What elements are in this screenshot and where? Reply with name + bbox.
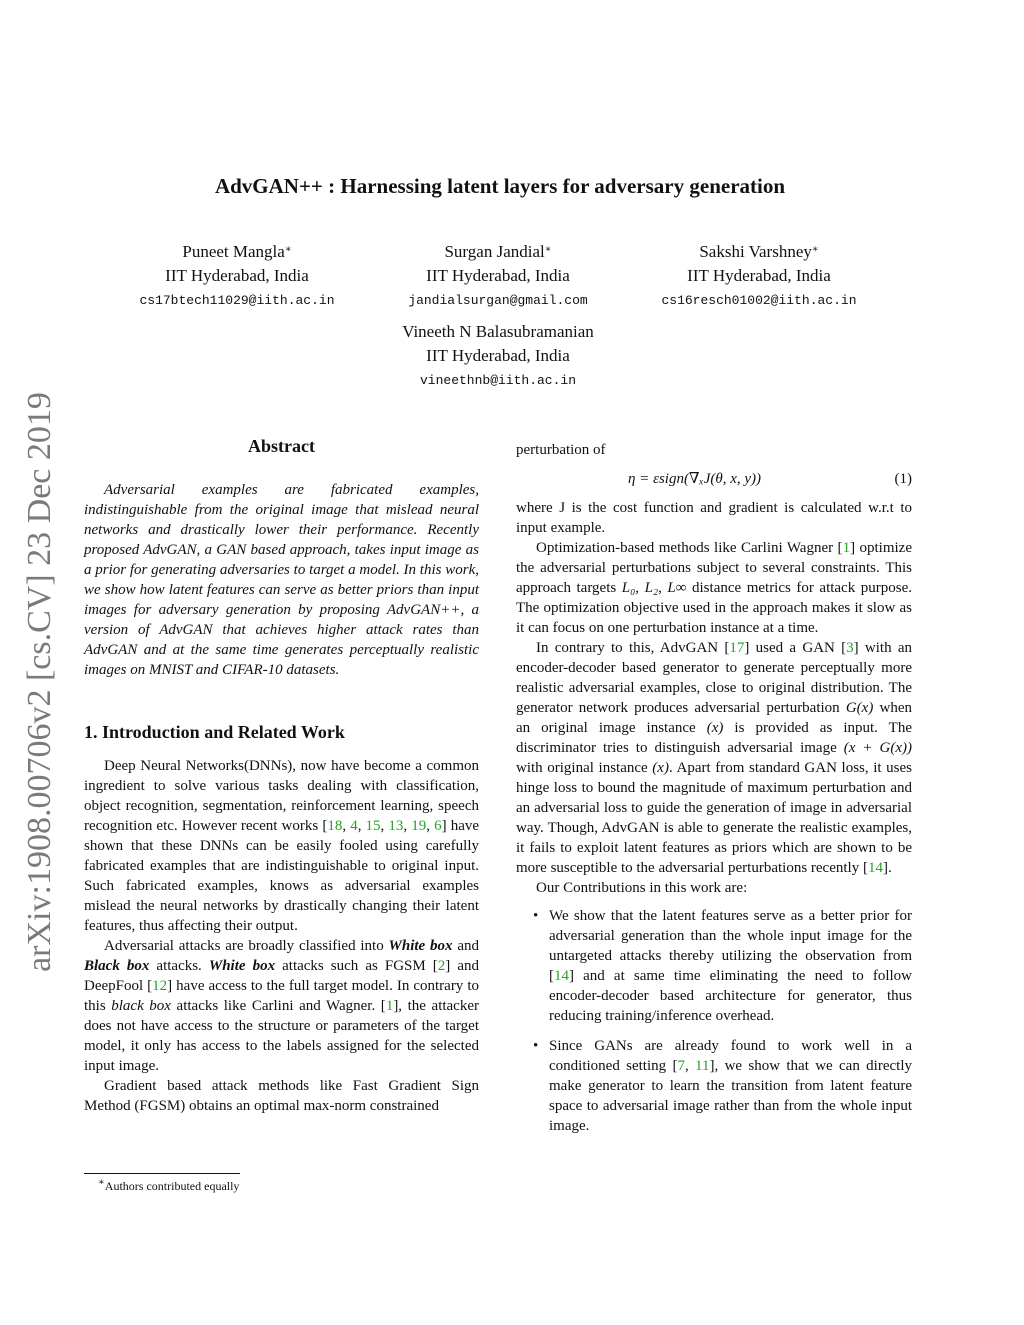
footnote [98,1179,239,1194]
citation-link[interactable]: 2 [437,958,446,974]
paragraph: Adversarial attacks are broadly classified into White box and Black box attacks. White box attacks such as FGSM [2] and DeepFool [12] have access to the full target model. In contrary to this black box attacks like Carlini and Wagner. [1], the attacker does not have access to the structure or parameters of the target model, it only has access to the labels assigned for the selected input image. [84,938,479,1074]
citation-link[interactable]: 13 [388,818,404,834]
citation-link[interactable]: 4 [350,818,358,834]
author-mark: ∗ [811,244,819,255]
list-item: • Since GANs are already found to work well in a conditioned setting [7, 11], we show that we can directly make generator to learn the transition from latent feature space to adversarial image rather than from the whole input image. [533,1038,912,1134]
citation-link[interactable]: 3 [846,640,854,656]
paragraph: where J is the cost function and gradient is calculated w.r.t to input example. [516,500,912,536]
bullet-icon: • [533,908,539,924]
equation-number: (1) [894,471,912,487]
abstract-text: Adversarial examples are fabricated examples, indistinguishable from the original image that mislead neural networks and drastically lower their performance. Recently proposed AdvGAN, a GAN based approach, takes input image as a prior for generating adversaries to target a model. In this work, we show how latent features can serve as better priors than input images for adversary generation by proposing AdvGAN++, a version of AdvGAN that achieves higher attack rates than AdvGAN and at the same time generates perceptually realistic images on MNIST and CIFAR-10 datasets. [84,482,479,678]
citation-link[interactable]: 12 [152,978,168,994]
author-email[interactable]: vineethnb@iith.ac.in [419,373,577,388]
author-email[interactable]: cs17btech11029@iith.ac.in [139,293,335,308]
equation: η = εsign(∇ₓJ(θ, x, y)) [628,471,762,487]
contribution-list [516,906,912,1136]
citation-link[interactable]: 1 [842,540,851,556]
paragraph: perturbation of [516,442,606,458]
author-name: Sakshi Varshney [699,242,812,261]
author-affiliation: IIT Hyderabad, India [426,266,570,285]
author-name: Puneet Mangla [182,242,285,261]
citation-link[interactable]: 17 [729,640,745,656]
section-heading: 1. Introduction and Related Work [84,722,345,742]
author-mark: ∗ [284,244,292,255]
citation-link[interactable]: 7 [677,1058,685,1074]
arxiv-identifier: arXiv:1908.00706v2 [cs.CV] 23 Dec 2019 [21,392,58,972]
citation-link[interactable]: 15 [365,818,381,834]
author-block [634,240,884,314]
citation-link[interactable]: 14 [867,860,883,876]
abstract-heading: Abstract [248,436,315,456]
paragraph: Gradient based attack methods like Fast Gradient Sign Method (FGSM) obtains an optimal max-norm constrained [84,1078,479,1114]
author-block [112,240,362,314]
list-item: • We show that the latent features serve as a better prior for adversarial generation than the whole input image for the untargeted attacks thereby utilizing the observation from [14] and at same time eliminating the need to follow encoder-decoder based architecture for generator, thus reducing training/inference overhead. [533,908,912,1024]
author-email[interactable]: cs16resch01002@iith.ac.in [661,293,857,308]
citation-link[interactable]: 11 [695,1058,710,1074]
paper-title: AdvGAN++ : Harnessing latent layers for adversary generation [214,174,786,198]
author-affiliation: IIT Hyderabad, India [687,266,831,285]
citation-link[interactable]: 1 [385,998,394,1014]
citation-link[interactable]: 18 [327,818,343,834]
equation-row [516,468,912,494]
citation-link[interactable]: 19 [411,818,427,834]
paragraph: Deep Neural Networks(DNNs), now have become a common ingredient to solve various tasks dealing with classification, object recognition, segmentation, reinforcement learning, speech recognition etc. However recent works [18, 4, 15, 13, 19, 6] have shown that these DNNs can be easily fooled using carefully fabricated examples that are indistinguishable to original input. Such fabricated examples, knows as adversarial examples mislead the neural networks by drastically changing their latent features, thus affecting their output. [84,758,480,934]
author-block [373,240,623,314]
footnote-rule [84,1173,240,1174]
author-email[interactable]: jandialsurgan@gmail.com [408,293,588,308]
paragraph: Optimization-based methods like Carlini Wagner [1] optimize the adversarial perturbations subject to several constraints. This approach targets L₀, L₂, L∞ distance metrics for attack purpose. The optimization objective used in the approach makes it slow as it can focus on one perturbation instance at a time. [516,540,912,636]
footnote-mark: ∗ [98,1177,105,1188]
author-mark: ∗ [544,244,552,255]
author-block [348,320,648,394]
footnote-text: Authors contributed equally [104,1179,240,1193]
right-column [516,440,912,1136]
author-name: Vineeth N Balasubramanian [402,322,594,341]
author-affiliation: IIT Hyderabad, India [165,266,309,285]
author-name: Surgan Jandial [444,242,545,261]
citation-link[interactable]: 6 [434,818,442,834]
bullet-icon: • [533,1038,539,1054]
paragraph: In contrary to this, AdvGAN [17] used a GAN [3] with an encoder-decoder based generator to generate perceptually more realistic adversarial examples, close to original distribution. The generator network produces adversarial perturbation G(x) when an original image instance (x) is provided as input. The discriminator tries to distinguish adversarial image (x + G(x)) with original instance (x). Apart from standard GAN loss, it uses hinge loss to bound the magnitude of maximum perturbation and an adversarial loss to guide the generation of image in adversarial way. Though, AdvGAN is able to generate the realistic examples, it fails to exploit latent features as priors which are shown to be more susceptible to the adversarial perturbations recently [14]. [516,640,913,876]
left-column [84,436,479,1116]
paragraph: Our Contributions in this work are: [536,880,748,896]
author-affiliation: IIT Hyderabad, India [426,346,570,365]
citation-link[interactable]: 14 [554,968,569,984]
